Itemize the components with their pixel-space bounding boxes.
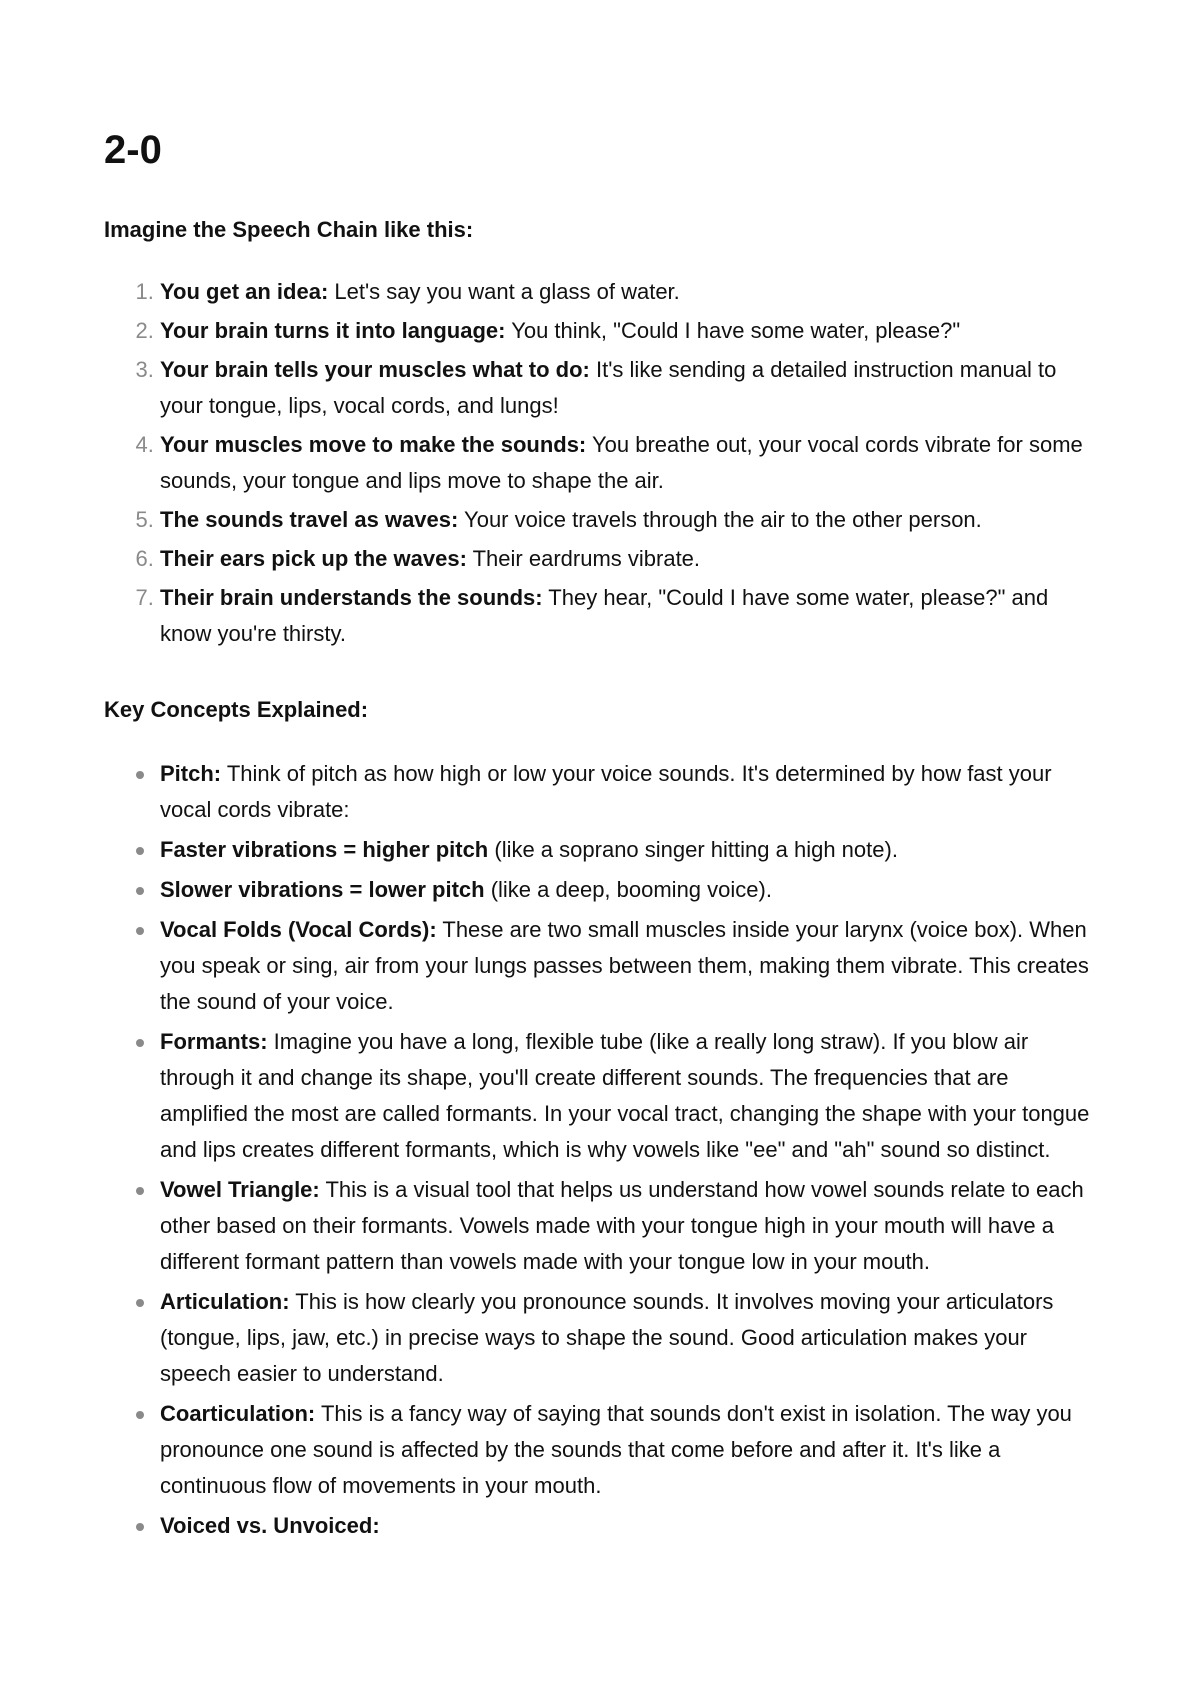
concept-text: This is how clearly you pronounce sounds. It involves moving your articulators (tongue, lips, jaw, etc.) in precise ways to shape the sound. Good articulation makes your speech easier to understand. [160, 1289, 1054, 1386]
concept-term: Voiced vs. Unvoiced: [160, 1513, 380, 1538]
step-term: Their ears pick up the waves: [160, 546, 467, 571]
concept-term: Pitch: [160, 761, 222, 786]
concept-term: Coarticulation: [160, 1401, 316, 1426]
concept-term: Vocal Folds (Vocal Cords): [160, 917, 437, 942]
step-term: Your brain tells your muscles what to do: [160, 357, 590, 382]
concept-text: (like a soprano singer hitting a high note). [488, 837, 898, 862]
step-text: You breathe out, your vocal cords vibrate for some sounds, your tongue and lips move to shape the air. [160, 432, 1083, 493]
list-item-pitch [160, 756, 1100, 828]
list-item-step-5 [160, 502, 1100, 538]
concept-text: Think of pitch as how high or low your voice sounds. It's determined by how fast your vocal cords vibrate: [160, 761, 1052, 822]
step-text: Your voice travels through the air to the other person. [458, 507, 982, 532]
step-text: They hear, "Could I have some water, please?" and know you're thirsty. [160, 585, 1049, 646]
list-item-step-6 [160, 541, 1100, 577]
concept-text: Imagine you have a long, flexible tube (like a really long straw). If you blow air through it and change its shape, you'll create different sounds. The frequencies that are amplified the most are called formants. In your vocal tract, changing the shape with your tongue and lips creates different formants, which is why vowels like "ee" and "ah" sound so distinct. [160, 1029, 1090, 1162]
list-item-step-1 [160, 274, 1100, 310]
list-item-articulation [160, 1284, 1100, 1392]
step-term: Your muscles move to make the sounds: [160, 432, 587, 457]
list-item-step-3 [160, 352, 1100, 424]
list-item-faster-vibrations [160, 832, 1100, 868]
list-item-step-7 [160, 580, 1100, 652]
concept-text: (like a deep, booming voice). [484, 877, 772, 902]
concept-term: Vowel Triangle: [160, 1177, 320, 1202]
step-term: Their brain understands the sounds: [160, 585, 543, 610]
concept-text: These are two small muscles inside your larynx (voice box). When you speak or sing, air from your lungs passes between them, making them vibrate. This creates the sound of your voice. [160, 917, 1089, 1014]
concept-term: Articulation: [160, 1289, 290, 1314]
step-text: Their eardrums vibrate. [466, 546, 701, 571]
step-term: Your brain turns it into language: [160, 318, 506, 343]
step-text: You think, "Could I have some water, please?" [505, 318, 961, 343]
concept-text: This is a visual tool that helps us understand how vowel sounds relate to each other based on their formants. Vowels made with your tongue high in your mouth will have a different formant pattern than vowels made with your tongue low in your mouth. [160, 1177, 1084, 1274]
concept-term: Slower vibrations = lower pitch [160, 877, 485, 902]
key-concepts-heading: Key Concepts Explained: [104, 697, 369, 722]
list-item-vocal-folds [160, 912, 1100, 1020]
step-term: The sounds travel as waves: [160, 507, 459, 532]
list-item-step-2 [160, 313, 1100, 349]
list-item-formants [160, 1024, 1100, 1168]
list-item-vowel-triangle [160, 1172, 1100, 1280]
page-title: 2-0 [104, 128, 162, 172]
speech-chain-steps-list [104, 274, 1100, 652]
key-concepts-list [104, 756, 1100, 1544]
concept-term: Formants: [160, 1029, 268, 1054]
step-term: You get an idea: [160, 279, 329, 304]
list-item-step-4 [160, 427, 1100, 499]
step-text: Let's say you want a glass of water. [328, 279, 680, 304]
concept-text: This is a fancy way of saying that sounds don't exist in isolation. The way you pronounce one sound is affected by the sounds that come before and after it. It's like a continuous flow of movements in your mouth. [160, 1401, 1072, 1498]
list-item-coarticulation [160, 1396, 1100, 1504]
list-item-slower-vibrations [160, 872, 1100, 908]
step-text: It's like sending a detailed instruction manual to your tongue, lips, vocal cords, and lungs! [160, 357, 1057, 418]
concept-term: Faster vibrations = higher pitch [160, 837, 489, 862]
list-item-voiced-unvoiced [160, 1508, 1100, 1544]
intro-heading: Imagine the Speech Chain like this: [104, 217, 474, 242]
